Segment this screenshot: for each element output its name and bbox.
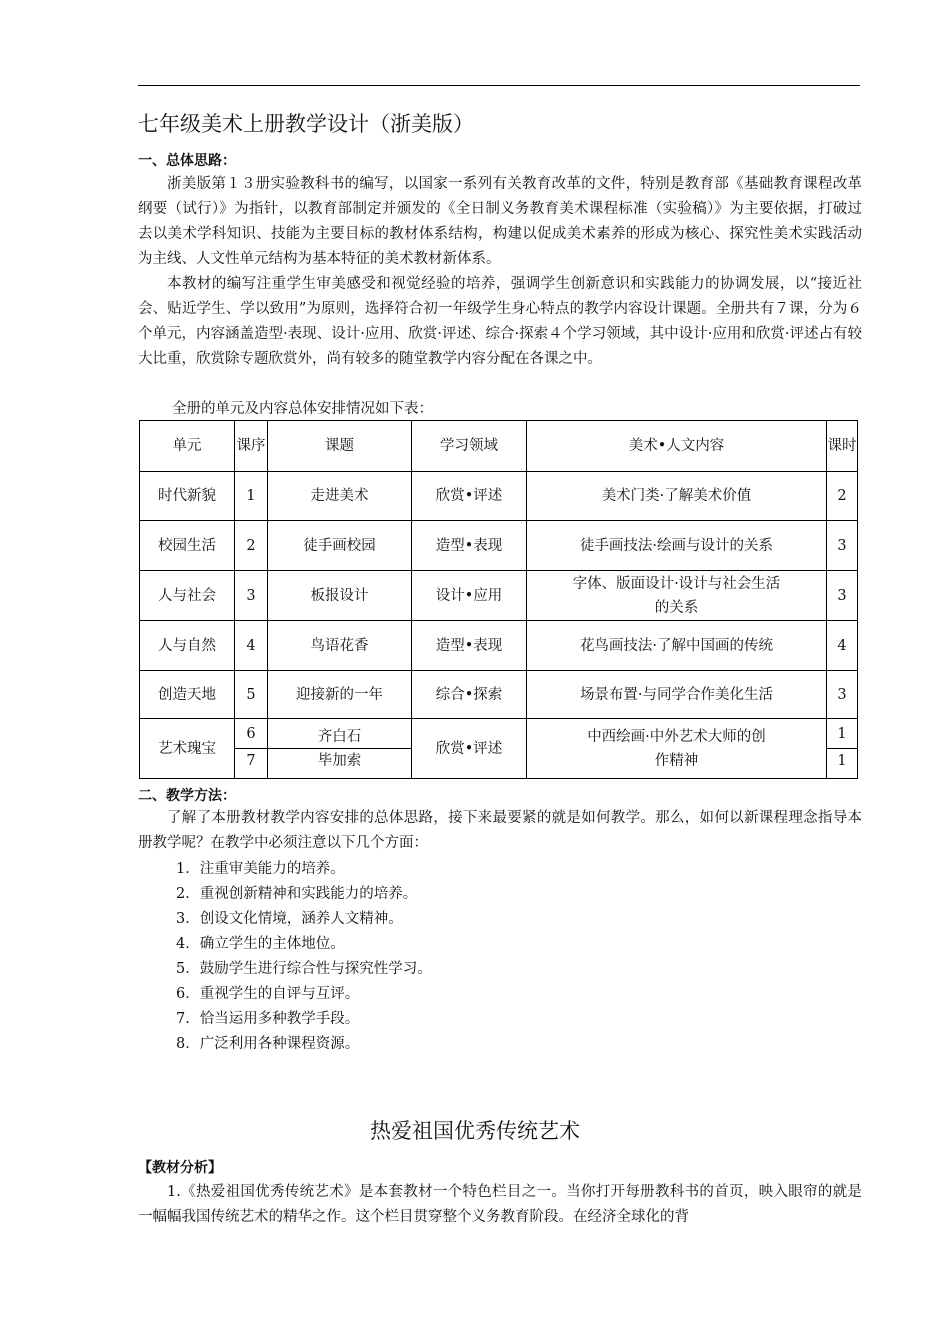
- cell-order: 4: [235, 621, 268, 671]
- section3-subheading: 【教材分析】: [138, 1160, 222, 1176]
- section1-paragraph-1: 浙美版第１３册实验教科书的编写，以国家一系列有关教育改革的文件，特别是教育部《基础教育课程改革纲要（试行）》为指针，以教育部制定并颁发的《全日制义务教育美术课程标准（实验稿）》为主要依据，打破过去以美术学科知识、技能为主要目标的教材体系结构，构建以促成美术素养的形成为核心、探究性美术实践活动为主线、人文性单元结构为基本特征的美术教材新体系。: [138, 176, 862, 267]
- cell-topic-split: [268, 719, 412, 779]
- cell-order: 2: [235, 521, 268, 571]
- table-row: [140, 719, 858, 779]
- list-item: 2．重视创新精神和实践能力的培养。: [176, 886, 418, 902]
- cell-content: 字体、版面设计·设计与社会生活的关系: [527, 571, 827, 621]
- cell-domain: 综合•探索: [412, 671, 527, 719]
- section1-paragraph-2: 本教材的编写注重学生审美感受和视觉经验的培养，强调学生创新意识和实践能力的协调发展，以“接近社会、贴近学生、学以致用”为原则，选择符合初一年级学生身心特点的教学内容设计课题。全册共有７课，分为６个单元，内容涵盖造型·表现、设计·应用、欣赏·评述、综合·探索４个学习领域，其中设计·应用和欣赏·评述占有较大比重，欣赏除专题欣赏外，尚有较多的随堂教学内容分配在各课之中。: [138, 276, 862, 367]
- cell-topic: 板报设计: [268, 571, 412, 621]
- table-row: [140, 472, 858, 521]
- section3-title: 热爱祖国优秀传统艺术: [370, 1119, 580, 1143]
- cell-hours: 3: [827, 521, 858, 571]
- cell-topic: 走进美术: [268, 472, 412, 521]
- section3-paragraph: 1.《热爱祖国优秀传统艺术》是本套教材一个特色栏目之一。当你打开每册教科书的首页，映入眼帘的就是一幅幅我国传统艺术的精华之作。这个栏目贯穿整个义务教育阶段。在经济全球化的背: [138, 1184, 862, 1225]
- list-item: 1．注重审美能力的培养。: [176, 861, 345, 877]
- list-item: 8．广泛利用各种课程资源。: [176, 1036, 360, 1052]
- cell-order-a: 6: [235, 722, 267, 749]
- cell-unit: 人与社会: [140, 571, 235, 621]
- table-header-row: [140, 421, 858, 472]
- header-content: 美术•人文内容: [527, 421, 827, 472]
- document-title: 七年级美术上册教学设计（浙美版）: [138, 112, 474, 136]
- cell-hours-split: [827, 719, 858, 779]
- cell-topic: 鸟语花香: [268, 621, 412, 671]
- cell-content: 美术门类·了解美术价值: [527, 472, 827, 521]
- header-topic: 课题: [268, 421, 412, 472]
- unit-schedule-table: [139, 420, 858, 779]
- cell-order-b: 7: [246, 753, 256, 769]
- cell-unit: 人与自然: [140, 621, 235, 671]
- cell-unit: 时代新貌: [140, 472, 235, 521]
- cell-hours: 4: [827, 621, 858, 671]
- cell-topic: 迎接新的一年: [268, 671, 412, 719]
- table-row: [140, 621, 858, 671]
- cell-domain: 设计•应用: [412, 571, 527, 621]
- cell-unit: 艺术瑰宝: [140, 719, 235, 779]
- header-hours: 课时: [827, 421, 858, 472]
- cell-domain: 欣赏•评述: [412, 719, 527, 779]
- cell-content: 中西绘画·中外艺术大师的创作精神: [527, 719, 827, 779]
- cell-hours-b: 1: [837, 753, 847, 769]
- cell-order: 1: [235, 472, 268, 521]
- cell-topic-a: 齐白石: [268, 722, 411, 749]
- cell-content: 场景布置·与同学合作美化生活: [527, 671, 827, 719]
- table-intro: 全册的单元及内容总体安排情况如下表：: [172, 401, 433, 417]
- cell-topic-b: 毕加索: [317, 753, 362, 769]
- cell-order: 5: [235, 671, 268, 719]
- cell-hours: 3: [827, 671, 858, 719]
- header-unit: 单元: [140, 421, 235, 472]
- list-item: 4．确立学生的主体地位。: [176, 936, 345, 952]
- section2-heading: 二、教学方法：: [138, 788, 236, 804]
- table-row: [140, 571, 858, 621]
- cell-topic: 徒手画校园: [268, 521, 412, 571]
- cell-hours: 2: [827, 472, 858, 521]
- cell-content: 徒手画技法·绘画与设计的关系: [527, 521, 827, 571]
- cell-order-split: [235, 719, 268, 779]
- cell-content: 花鸟画技法·了解中国画的传统: [527, 621, 827, 671]
- section1-heading: 一、总体思路：: [138, 153, 236, 169]
- header-order: 课序: [235, 421, 268, 472]
- cell-unit: 创造天地: [140, 671, 235, 719]
- cell-unit: 校园生活: [140, 521, 235, 571]
- list-item: 7．恰当运用多种教学手段。: [176, 1011, 360, 1027]
- cell-order: 3: [235, 571, 268, 621]
- cell-hours-a: 1: [827, 722, 857, 749]
- list-item: 6．重视学生的自评与互评。: [176, 986, 360, 1002]
- list-item: 3．创设文化情境，涵养人文精神。: [176, 911, 403, 927]
- header-domain: 学习领域: [412, 421, 527, 472]
- table-row: [140, 671, 858, 719]
- table-row: [140, 521, 858, 571]
- cell-domain: 造型•表现: [412, 621, 527, 671]
- list-item: 5．鼓励学生进行综合性与探究性学习。: [176, 961, 432, 977]
- header-rule: [138, 85, 860, 86]
- cell-hours: 3: [827, 571, 858, 621]
- cell-domain: 造型•表现: [412, 521, 527, 571]
- section2-paragraph: 了解了本册教材教学内容安排的总体思路，接下来最要紧的就是如何教学。那么，如何以新课程理念指导本册教学呢？在教学中必须注意以下几个方面：: [138, 810, 862, 851]
- cell-domain: 欣赏•评述: [412, 472, 527, 521]
